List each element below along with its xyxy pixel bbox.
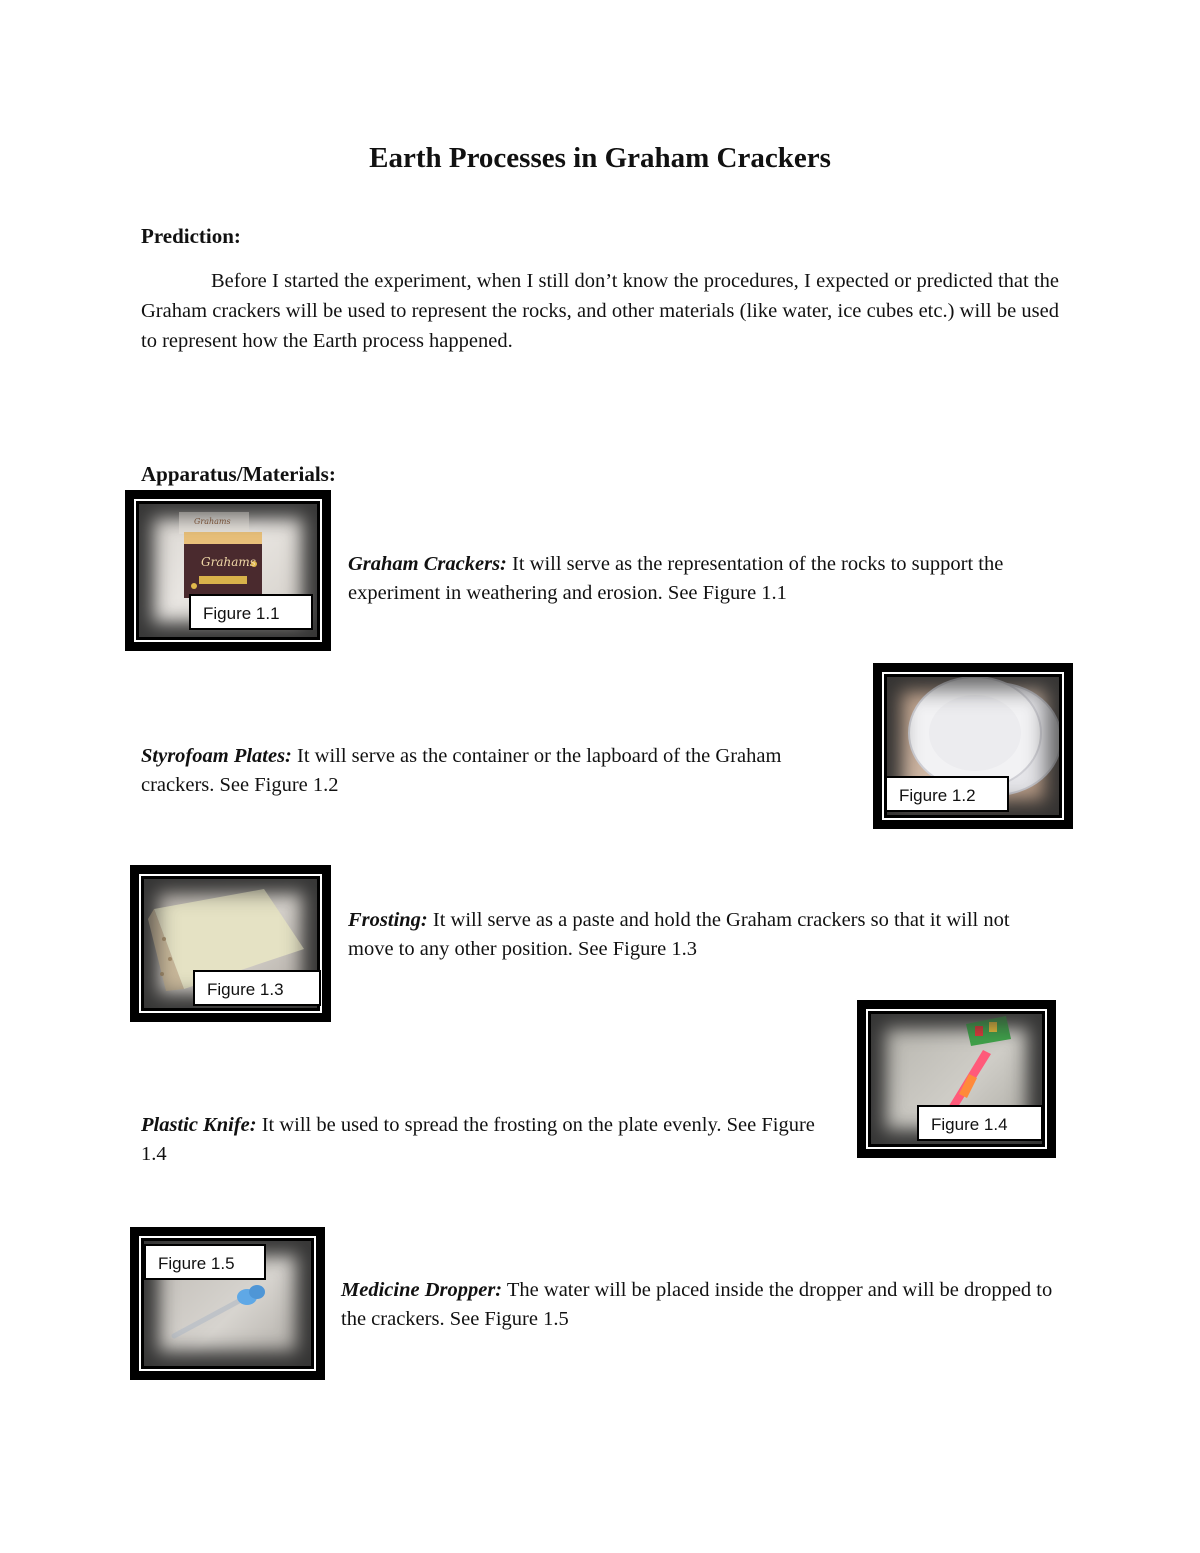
plastic-knife-name: Plastic Knife: (141, 1114, 257, 1136)
plastic-knife-description (141, 1111, 831, 1169)
medicine-dropper-name: Medicine Dropper: (341, 1279, 503, 1301)
frosting-name: Frosting: (348, 909, 428, 931)
figure-1-4 (857, 1000, 1056, 1158)
figure-1-2-label: Figure 1.2 (885, 776, 1009, 812)
plastic-knife-text: It will be used to spread the frosting on the plate evenly. See Figure 1.4 (141, 1114, 815, 1165)
figure-1-3-label: Figure 1.3 (193, 970, 321, 1006)
figure-1-5-label: Figure 1.5 (144, 1244, 266, 1280)
styrofoam-plates-description (141, 742, 821, 800)
figure-1-2 (873, 663, 1073, 829)
medicine-dropper-description (341, 1276, 1057, 1334)
figure-1-1 (125, 490, 331, 651)
graham-box-brand-text: Grahams (201, 555, 256, 569)
frosting-text: It will serve as a paste and hold the Graham crackers so that it will not move to any other position. See Figure 1.3 (348, 909, 1010, 960)
graham-crackers-text: It will serve as the representation of the rocks to support the experiment in weathering and erosion. See Figure 1.1 (348, 553, 1004, 604)
graham-box-top-text: Grahams (194, 517, 231, 526)
figure-1-1-label: Figure 1.1 (189, 594, 313, 630)
apparatus-heading: Apparatus/Materials: (141, 462, 336, 486)
figure-1-3 (130, 865, 331, 1022)
prediction-paragraph: Before I started the experiment, when I still don’t know the procedures, I expected or predicted that the Graham crackers will be used to represent the rocks, and other materials (like water, ice cubes etc.) will be used to represent how the Earth process happened. (141, 270, 1059, 352)
figure-1-5 (130, 1227, 325, 1380)
medicine-dropper-text: The water will be placed inside the dropper and will be dropped to the crackers. See Figure 1.5 (341, 1279, 1053, 1330)
prediction-heading: Prediction: (141, 224, 241, 248)
styrofoam-plates-text: It will serve as the container or the lapboard of the Graham crackers. See Figure 1.2 (141, 745, 782, 796)
page-title: Earth Processes in Graham Crackers (369, 142, 831, 174)
graham-crackers-name: Graham Crackers: (348, 553, 507, 575)
figure-1-4-label: Figure 1.4 (917, 1105, 1043, 1141)
frosting-description (348, 906, 1048, 964)
styrofoam-plates-name: Styrofoam Plates: (141, 745, 292, 767)
graham-crackers-description (348, 550, 1008, 608)
